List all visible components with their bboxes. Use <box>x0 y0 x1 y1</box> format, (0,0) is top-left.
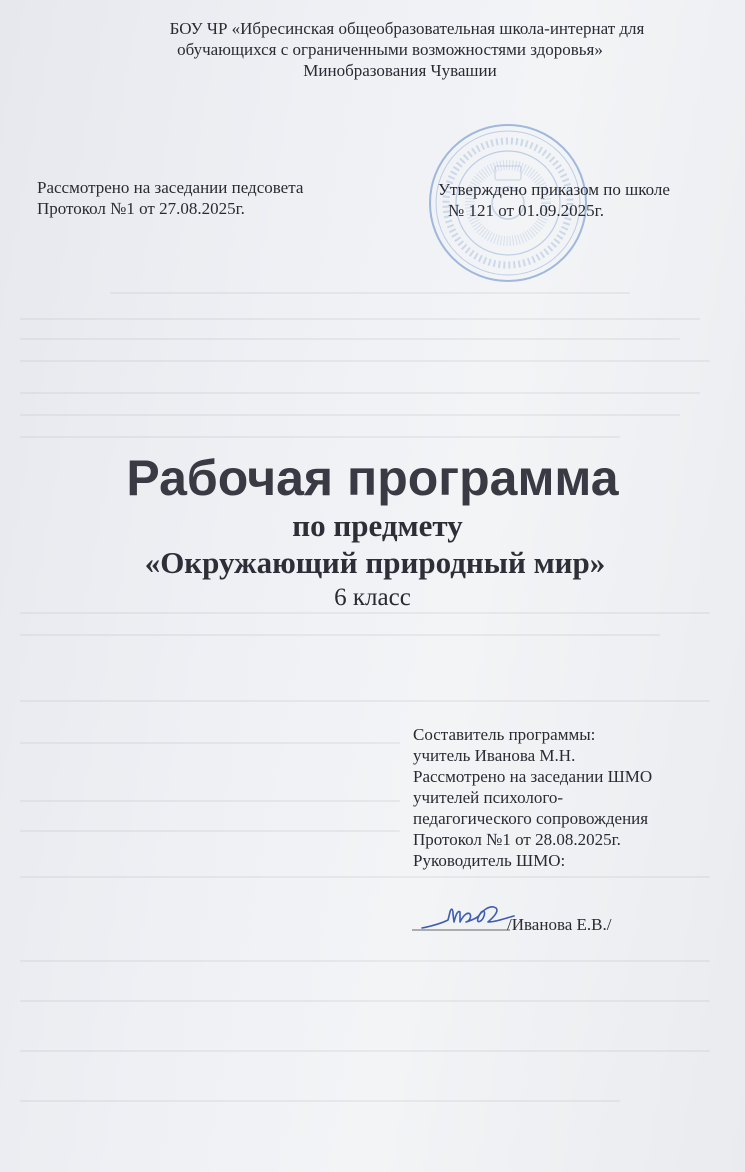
show-through-line <box>20 338 680 340</box>
show-through-line <box>20 700 710 702</box>
review-protocol: Протокол №1 от 27.08.2025г. <box>37 199 245 218</box>
show-through-line <box>20 392 700 394</box>
review-line-1: Рассмотрено на заседании педсовета <box>37 178 304 197</box>
show-through-line <box>20 318 700 320</box>
header-line-2: обучающихся с ограниченными возможностями здоровья» <box>177 40 603 59</box>
document-title-block <box>0 448 745 614</box>
author-protocol: Протокол №1 от 28.08.2025г. <box>413 830 621 849</box>
institution-header <box>100 18 700 81</box>
grade-label: 6 класс <box>334 584 411 611</box>
author-head-label: Руководитель ШМО: <box>413 851 566 870</box>
author-line-5: педагогического сопровождения <box>413 809 649 828</box>
head-signature-name: /Иванова Е.В./ <box>507 915 612 934</box>
show-through-line <box>20 1000 710 1002</box>
show-through-line <box>110 292 630 294</box>
school-order-approval <box>438 179 670 221</box>
show-through-line <box>20 830 400 832</box>
author-line-1: Составитель программы: <box>413 725 596 744</box>
approval-order-number: № 121 от 01.09.2025г. <box>448 201 604 220</box>
author-line-4: учителей психолого- <box>413 788 564 807</box>
document-title: Рабочая программа <box>126 450 619 506</box>
show-through-line <box>20 960 710 962</box>
show-through-line <box>20 876 710 878</box>
approval-line-1: Утверждено приказом по школе <box>438 180 670 199</box>
header-line-1: БОУ ЧР «Ибресинская общеобразовательная школа-интернат для <box>169 19 645 38</box>
show-through-line <box>20 414 680 416</box>
header-line-3: Минобразования Чувашии <box>303 61 497 80</box>
subject-label: по предмету <box>292 508 463 543</box>
author-block <box>413 724 652 871</box>
show-through-line <box>20 800 400 802</box>
handwritten-signature <box>410 900 520 940</box>
show-through-line <box>20 634 660 636</box>
show-through-line <box>20 360 710 362</box>
author-line-3: Рассмотрено на заседании ШМО <box>413 767 653 786</box>
show-through-line <box>20 742 400 744</box>
show-through-line <box>20 1050 710 1052</box>
subject-name: «Окружающий природный мир» <box>144 545 606 580</box>
show-through-line <box>20 436 620 438</box>
show-through-line <box>20 1100 620 1102</box>
author-teacher: учитель Иванова М.Н. <box>413 746 576 765</box>
pedagogical-council-review <box>37 177 303 219</box>
